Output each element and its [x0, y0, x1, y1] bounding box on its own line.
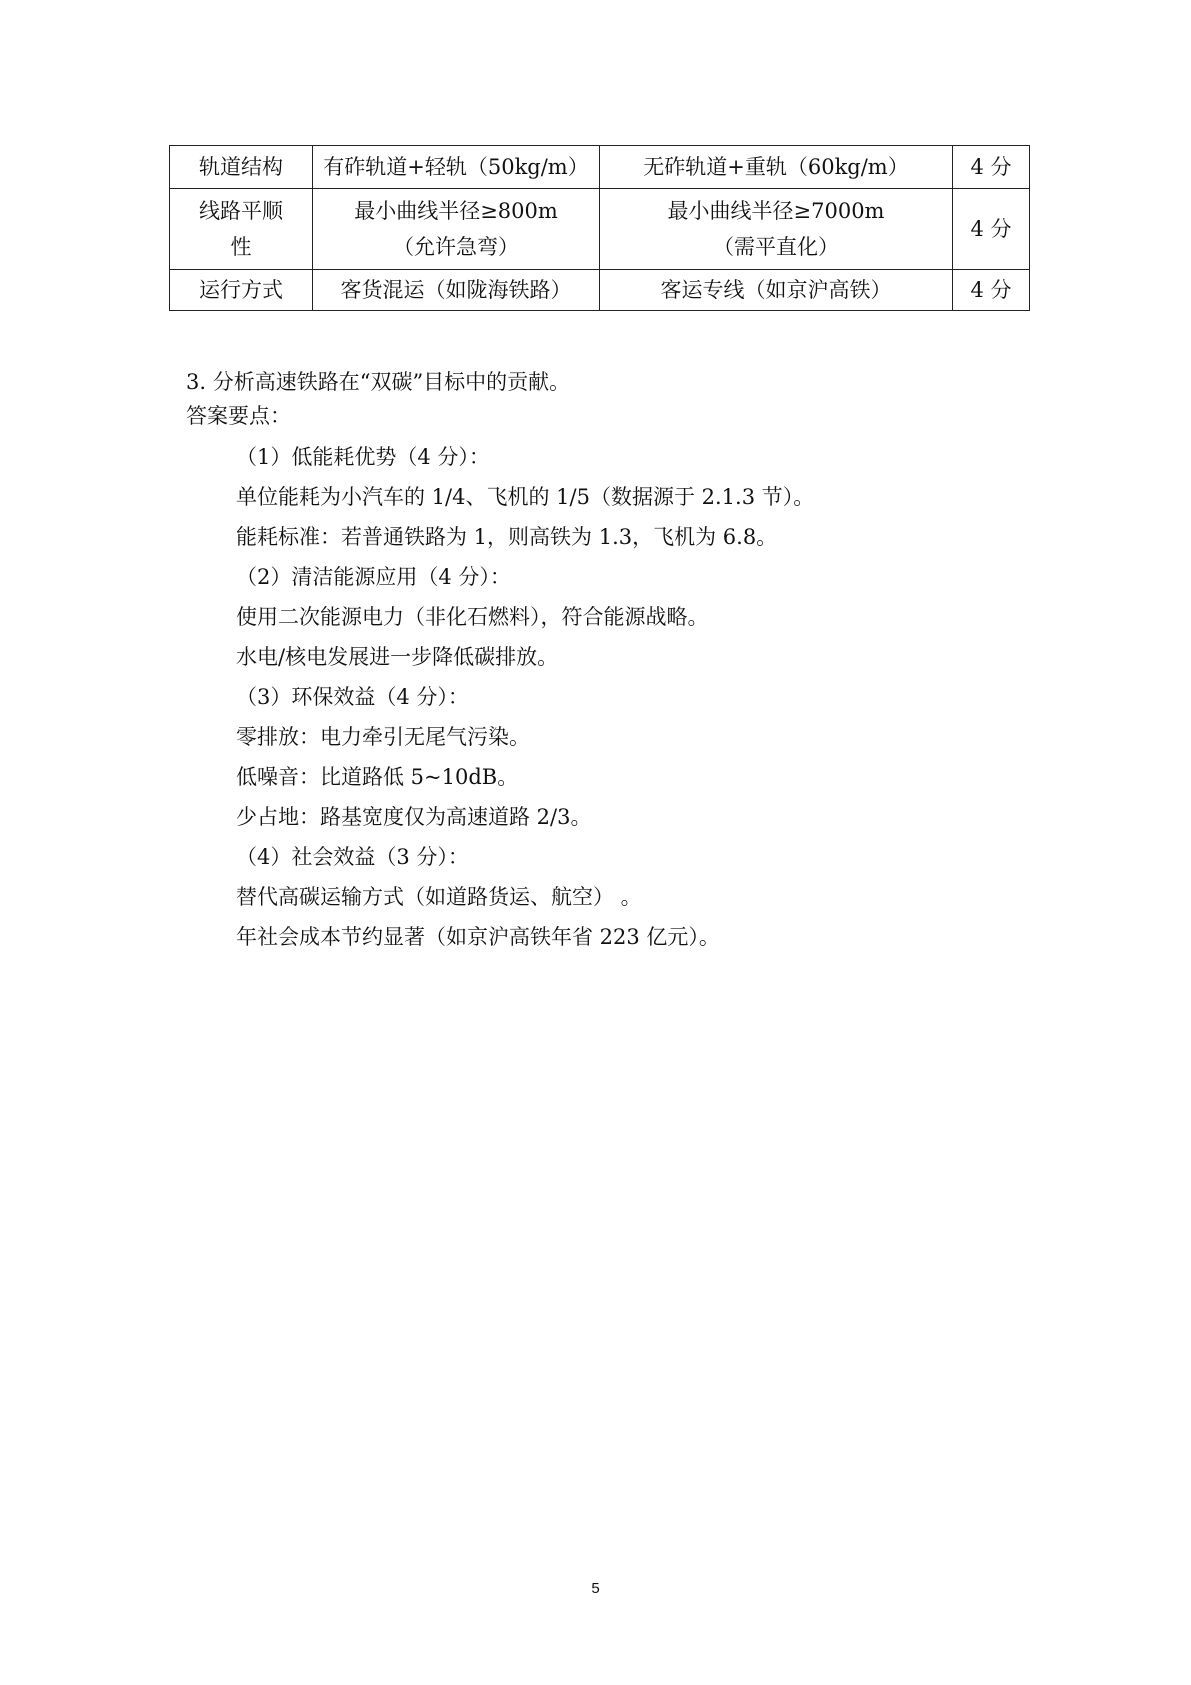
- cell-text: 4 分: [970, 278, 1012, 302]
- high-speed-railway-cell: [600, 146, 953, 189]
- cell-text: 运行方式: [199, 278, 283, 302]
- table-row: [170, 146, 1030, 189]
- cell-text: 4 分: [970, 155, 1012, 179]
- answer-item: 使用二次能源电力（非化石燃料），符合能源战略。: [236, 605, 709, 629]
- cell-text: 最小曲线半径≥800m: [354, 199, 558, 223]
- normal-railway-cell: [313, 189, 600, 270]
- answer-item: 水电/核电发展进一步降低碳排放。: [236, 645, 559, 669]
- row-label-cell: [170, 270, 313, 311]
- answer-item: 低噪音：比道路低 5~10dB。: [236, 765, 519, 789]
- normal-railway-cell: [313, 146, 600, 189]
- cell-text: （需平直化）: [713, 235, 839, 259]
- answer-item: 零排放：电力牵引无尾气污染。: [236, 725, 530, 749]
- cell-text: 客运专线（如京沪高铁）: [660, 278, 892, 302]
- answer-item: 能耗标准：若普通铁路为 1，则高铁为 1.3，飞机为 6.8。: [236, 525, 778, 549]
- table-row: [170, 189, 1030, 270]
- cell-text: 轨道结构: [199, 155, 283, 179]
- high-speed-railway-cell: [600, 189, 953, 270]
- answer-section-heading: （2）清洁能源应用（4 分）：: [236, 565, 511, 589]
- answer-section-heading: （3）环保效益（4 分）：: [236, 685, 469, 709]
- answer-item: 少占地：路基宽度仅为高速道路 2/3。: [236, 805, 592, 829]
- score-cell: [953, 189, 1030, 270]
- table-row: [170, 270, 1030, 311]
- cell-text: 4 分: [970, 217, 1012, 241]
- answer-item: 年社会成本节约显著（如京沪高铁年省 223 亿元）。: [236, 925, 720, 949]
- cell-text: 客货混运（如陇海铁路）: [340, 278, 572, 302]
- row-label-cell: [170, 146, 313, 189]
- high-speed-railway-cell: [600, 270, 953, 311]
- cell-text: 线路平顺: [199, 199, 283, 223]
- cell-text: 最小曲线半径≥7000m: [667, 199, 885, 223]
- answer-section-heading: （4）社会效益（3 分）：: [236, 845, 469, 869]
- page-number: 5: [591, 1580, 600, 1597]
- cell-text: 无砟轨道+重轨（60kg/m）: [643, 155, 909, 179]
- comparison-table: [169, 145, 1030, 311]
- cell-text: 性: [230, 235, 252, 259]
- score-cell: [953, 146, 1030, 189]
- cell-text: （允许急弯）: [393, 235, 519, 259]
- answer-item: 替代高碳运输方式（如道路货运、航空） 。: [236, 885, 642, 909]
- normal-railway-cell: [313, 270, 600, 311]
- answer-item: 单位能耗为小汽车的 1/4、飞机的 1/5（数据源于 2.1.3 节）。: [236, 485, 815, 509]
- answer-section-heading: （1）低能耗优势（4 分）：: [236, 445, 490, 469]
- answer-heading: 答案要点：: [186, 404, 291, 428]
- question-heading: 3. 分析高速铁路在“双碳”目标中的贡献。: [186, 370, 571, 394]
- score-cell: [953, 270, 1030, 311]
- row-label-cell: [170, 189, 313, 270]
- cell-text: 有砟轨道+轻轨（50kg/m）: [323, 155, 589, 179]
